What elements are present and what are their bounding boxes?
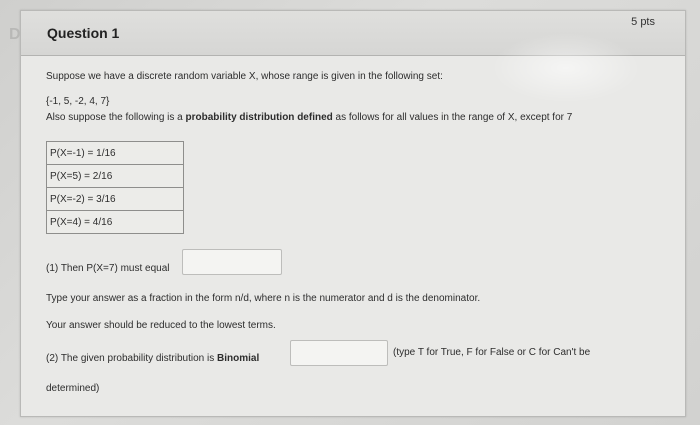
question-header (9, 11, 685, 56)
answer1-input[interactable] (182, 249, 282, 275)
part1-label: (1) Then P(X=7) must equal (46, 263, 170, 274)
statement-prefix: Also suppose the following is a (46, 112, 186, 123)
table-row (47, 142, 184, 165)
range-set: {-1, 5, -2, 4, 7} (46, 96, 110, 107)
table-row (47, 165, 184, 188)
part2-hint-continued: determined) (46, 383, 100, 394)
table-row (47, 211, 184, 234)
question-intro: Suppose we have a discrete random variable X, whose range is given in the following set: (46, 71, 443, 82)
table-cell: P(X=5) = 2/16 (47, 165, 184, 188)
instructions-line-2: Your answer should be reduced to the lowest terms. (46, 320, 276, 331)
part2-hint: (type T for True, F for False or C for Can't be (393, 347, 591, 358)
statement-suffix: as follows for all values in the range of X, except for 7 (332, 112, 573, 123)
distribution-statement (46, 112, 572, 123)
table-cell: P(X=4) = 4/16 (47, 211, 184, 234)
part2-bold: Binomial (217, 353, 260, 364)
table-row (47, 188, 184, 211)
question-title: Question 1 (47, 25, 120, 41)
distribution-table (46, 141, 184, 234)
part2-label (46, 353, 259, 364)
bookmark-flag-icon[interactable]: D (9, 26, 21, 43)
question-card (9, 10, 686, 417)
part2-prefix: (2) The given probability distribution is (46, 353, 218, 364)
answer2-input[interactable] (290, 340, 388, 366)
statement-bold: probability distribution defined (185, 112, 333, 123)
table-cell: P(X=-2) = 3/16 (47, 188, 184, 211)
points-label: 5 pts (631, 16, 655, 28)
instructions-line-1: Type your answer as a fraction in the form n/d, where n is the numerator and d is the denominator. (46, 293, 481, 304)
table-cell: P(X=-1) = 1/16 (47, 142, 184, 165)
